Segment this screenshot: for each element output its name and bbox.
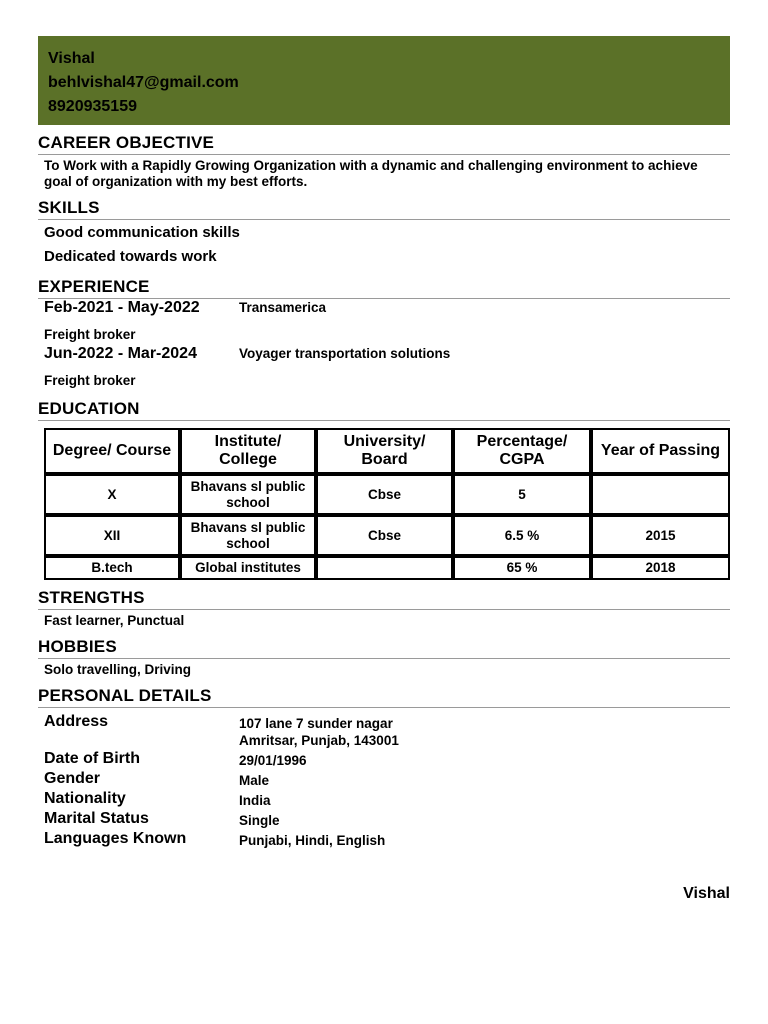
- candidate-name: Vishal: [48, 50, 95, 67]
- section-title: SKILLS: [38, 197, 730, 220]
- personal-detail-row: [38, 829, 730, 849]
- column-header: Institute/ College: [180, 428, 316, 474]
- table-header-row: [44, 428, 730, 474]
- table-cell: 65 %: [453, 556, 591, 580]
- personal-details-section: [38, 685, 730, 849]
- experience-period: Feb-2021 - May-2022: [44, 299, 200, 316]
- column-header: Percentage/ CGPA: [453, 428, 591, 474]
- personal-detail-row: [38, 769, 730, 789]
- signature: Vishal: [683, 885, 730, 902]
- experience-period: Jun-2022 - Mar-2024: [44, 345, 197, 362]
- career-objective-text: To Work with a Rapidly Growing Organization with a dynamic and challenging environment to achieve goal of organization with my best efforts.: [44, 158, 698, 189]
- experience-role: Freight broker: [44, 373, 136, 388]
- detail-label: Address: [44, 713, 109, 730]
- table-row: [44, 515, 730, 556]
- table-row: [44, 556, 730, 580]
- table-cell: X: [44, 474, 180, 515]
- table-cell: [316, 556, 453, 580]
- header-banner: [38, 36, 730, 125]
- detail-label: Languages Known: [44, 830, 187, 847]
- address-line: Amritsar, Punjab, 143001: [239, 733, 399, 748]
- detail-value: Male: [239, 773, 270, 788]
- table-cell: 2015: [591, 515, 730, 556]
- table-cell: 6.5 %: [453, 515, 591, 556]
- education-section: [38, 398, 730, 580]
- detail-value: Single: [239, 813, 280, 828]
- section-title: PERSONAL DETAILS: [38, 685, 730, 708]
- table-cell: Bhavans sl public school: [180, 474, 316, 515]
- table-cell: Global institutes: [180, 556, 316, 580]
- detail-label: Marital Status: [44, 810, 149, 827]
- personal-detail-row: [38, 789, 730, 809]
- section-title: CAREER OBJECTIVE: [38, 132, 730, 155]
- detail-label: Nationality: [44, 790, 126, 807]
- experience-role: Freight broker: [44, 327, 136, 342]
- hobbies-text: Solo travelling, Driving: [44, 662, 192, 677]
- table-row: [44, 474, 730, 515]
- detail-value: India: [239, 793, 271, 808]
- table-cell: 2018: [591, 556, 730, 580]
- table-cell: XII: [44, 515, 180, 556]
- address-line: 107 lane 7 sunder nagar: [239, 716, 393, 731]
- experience-company: Voyager transportation solutions: [239, 346, 451, 361]
- table-cell: Cbse: [316, 515, 453, 556]
- skills-section: [38, 197, 730, 269]
- skill-item: Dedicated towards work: [44, 248, 217, 265]
- detail-label: Date of Birth: [44, 750, 140, 767]
- candidate-phone: 8920935159: [48, 98, 137, 115]
- table-cell: B.tech: [44, 556, 180, 580]
- table-cell: Bhavans sl public school: [180, 515, 316, 556]
- candidate-email: behlvishal47@gmail.com: [48, 74, 239, 91]
- personal-detail-row: [38, 749, 730, 769]
- skill-item: Good communication skills: [44, 224, 240, 241]
- resume-page: [38, 36, 730, 849]
- section-title: EXPERIENCE: [38, 276, 730, 299]
- personal-detail-row: [38, 809, 730, 829]
- strengths-text: Fast learner, Punctual: [44, 613, 185, 628]
- experience-company: Transamerica: [239, 300, 327, 315]
- section-title: STRENGTHS: [38, 587, 730, 610]
- table-cell: Cbse: [316, 474, 453, 515]
- detail-label: Gender: [44, 770, 101, 787]
- section-title: EDUCATION: [38, 398, 730, 421]
- table-cell: [591, 474, 730, 515]
- strengths-section: [38, 587, 730, 629]
- hobbies-section: [38, 636, 730, 678]
- column-header: Degree/ Course: [44, 428, 180, 474]
- detail-value: 29/01/1996: [239, 753, 307, 768]
- experience-entry: [38, 345, 730, 391]
- section-title: HOBBIES: [38, 636, 730, 659]
- column-header: Year of Passing: [591, 428, 730, 474]
- address-value: [239, 712, 399, 749]
- career-objective-section: [38, 132, 730, 190]
- detail-value: Punjabi, Hindi, English: [239, 833, 386, 848]
- column-header: University/ Board: [316, 428, 453, 474]
- table-cell: 5: [453, 474, 591, 515]
- experience-section: [38, 276, 730, 391]
- personal-detail-row: [38, 712, 730, 749]
- experience-entry: [38, 299, 730, 345]
- education-table: [44, 428, 730, 580]
